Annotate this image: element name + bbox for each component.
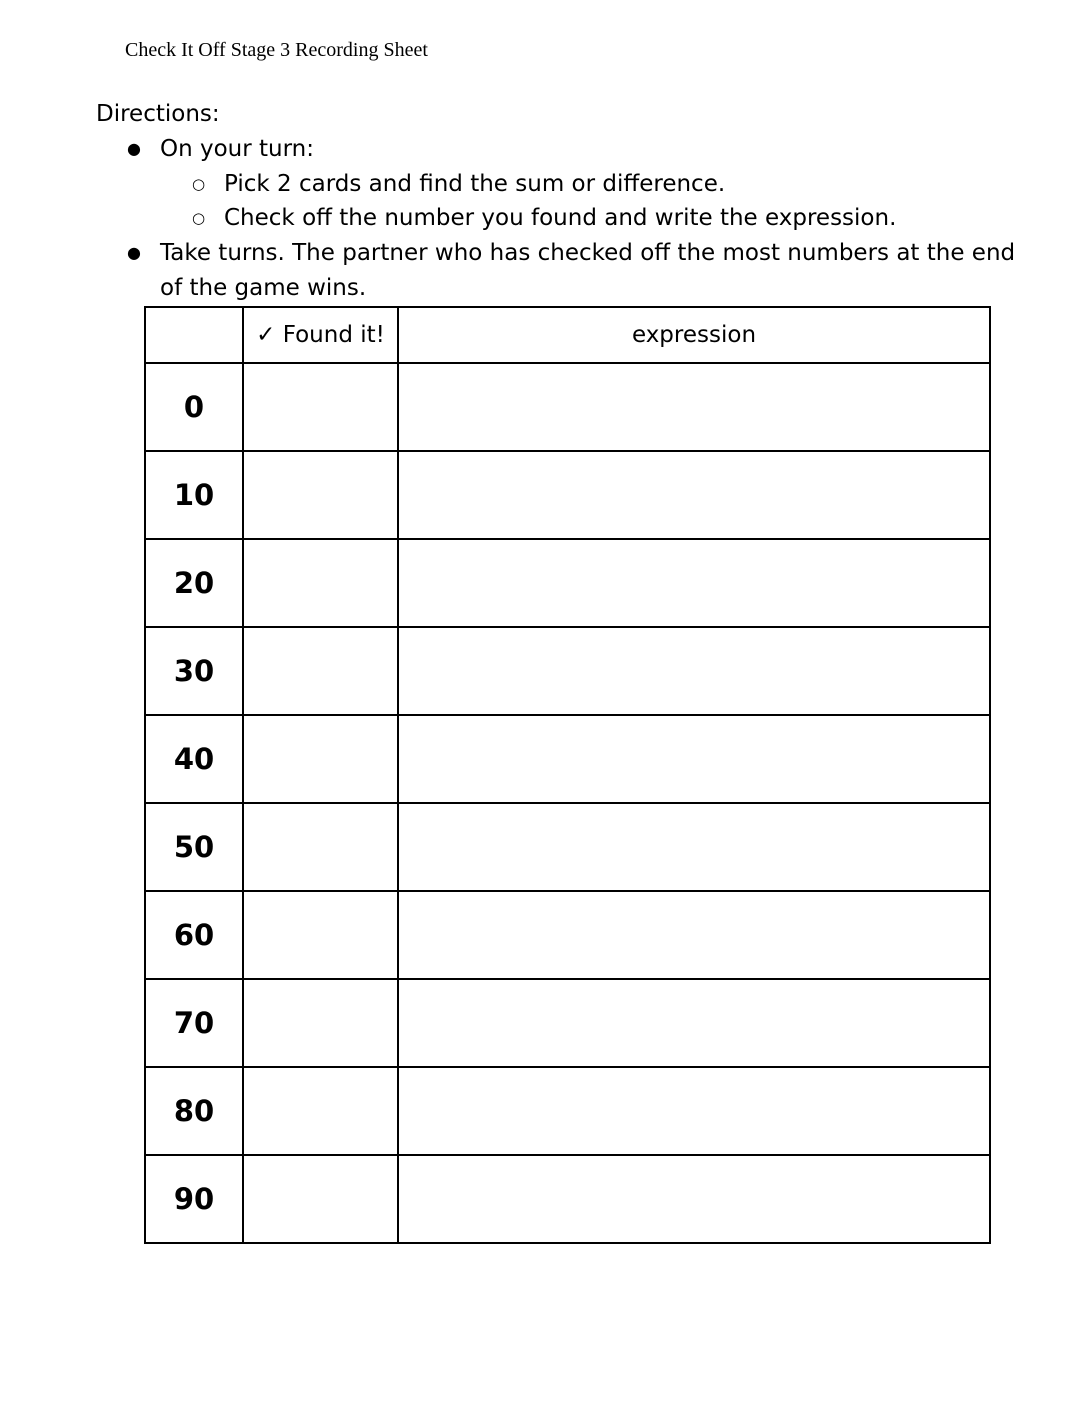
- expression-cell[interactable]: [398, 1155, 990, 1243]
- directions-heading: Directions:: [96, 101, 220, 127]
- table-row: [145, 539, 990, 627]
- row-number: 70: [145, 979, 243, 1067]
- row-number: 40: [145, 715, 243, 803]
- bullet-hollow-icon: ○: [192, 175, 206, 193]
- recording-table: [144, 306, 991, 1244]
- found-cell[interactable]: [243, 1067, 398, 1155]
- expression-cell[interactable]: [398, 451, 990, 539]
- expression-cell[interactable]: [398, 891, 990, 979]
- row-number: 60: [145, 891, 243, 979]
- expression-cell[interactable]: [398, 803, 990, 891]
- bullet-filled-icon: ●: [127, 139, 141, 158]
- row-number: 30: [145, 627, 243, 715]
- row-number: 50: [145, 803, 243, 891]
- table-row: [145, 363, 990, 451]
- table-row: [145, 1067, 990, 1155]
- found-cell[interactable]: [243, 803, 398, 891]
- table-row: [145, 891, 990, 979]
- expression-cell[interactable]: [398, 539, 990, 627]
- table-row: [145, 715, 990, 803]
- document-title: Check It Off Stage 3 Recording Sheet: [125, 39, 428, 61]
- directions-subitem-pick: Pick 2 cards and find the sum or difference.: [224, 171, 726, 197]
- table-row: [145, 803, 990, 891]
- header-number: [145, 307, 243, 363]
- expression-cell[interactable]: [398, 1067, 990, 1155]
- found-cell[interactable]: [243, 627, 398, 715]
- table-row: [145, 627, 990, 715]
- table-row: [145, 451, 990, 539]
- table-header-row: [145, 307, 990, 363]
- expression-cell[interactable]: [398, 627, 990, 715]
- bullet-filled-icon: ●: [127, 243, 141, 262]
- expression-cell[interactable]: [398, 715, 990, 803]
- table-row: [145, 1155, 990, 1243]
- found-cell[interactable]: [243, 979, 398, 1067]
- found-cell[interactable]: [243, 539, 398, 627]
- row-number: 10: [145, 451, 243, 539]
- found-cell[interactable]: [243, 891, 398, 979]
- table-row: [145, 979, 990, 1067]
- header-found-it: ✓ Found it!: [243, 307, 398, 363]
- found-cell[interactable]: [243, 1155, 398, 1243]
- directions-subitem-check: Check off the number you found and write the expression.: [224, 205, 897, 231]
- header-expression: expression: [398, 307, 990, 363]
- directions-item-take-turns-cont: of the game wins.: [160, 275, 367, 301]
- expression-cell[interactable]: [398, 979, 990, 1067]
- directions-item-turn: On your turn:: [160, 136, 314, 162]
- row-number: 20: [145, 539, 243, 627]
- found-cell[interactable]: [243, 363, 398, 451]
- row-number: 80: [145, 1067, 243, 1155]
- row-number: 90: [145, 1155, 243, 1243]
- found-cell[interactable]: [243, 715, 398, 803]
- directions-item-take-turns: Take turns. The partner who has checked off the most numbers at the end: [160, 240, 1016, 266]
- found-cell[interactable]: [243, 451, 398, 539]
- row-number: 0: [145, 363, 243, 451]
- bullet-hollow-icon: ○: [192, 209, 206, 227]
- expression-cell[interactable]: [398, 363, 990, 451]
